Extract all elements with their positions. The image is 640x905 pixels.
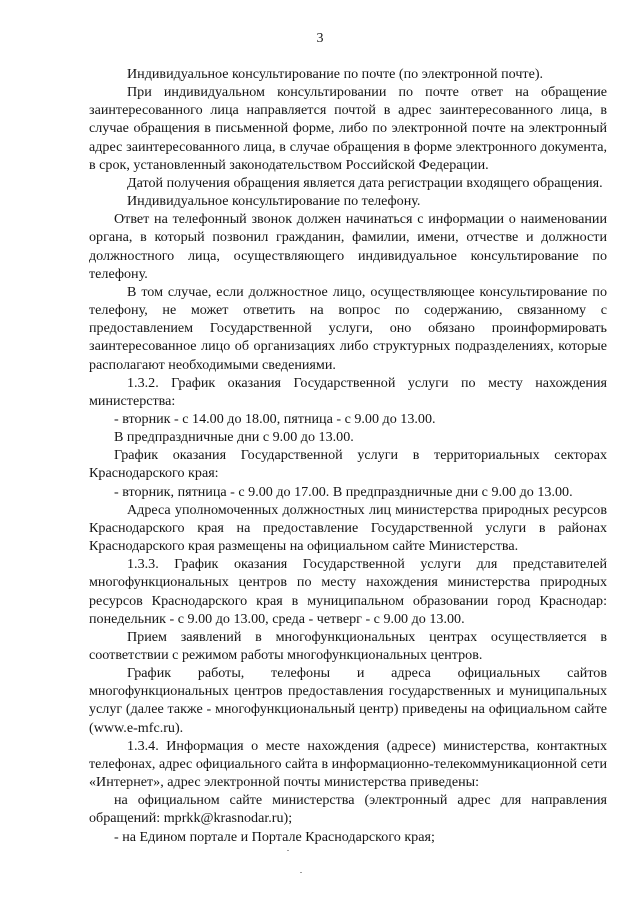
paragraph-mfc-applications: Прием заявлений в многофункциональных центрах осуществляется в соответствии с режимом работы многофункциональных центров. xyxy=(89,628,607,663)
paragraph-unified-portal: - на Едином портале и Портале Краснодарского края; xyxy=(114,828,435,845)
paragraph-schedule-territorial: График оказания Государственной услуги в территориальных секторах Краснодарского края: xyxy=(89,447,607,482)
scan-speck xyxy=(300,872,302,873)
paragraph-email-consulting-text: При индивидуальном консультировании по почте ответ на обращение заинтересованного лица направляется почтой в адрес заинтересованного лица, в случае обращения в письменной форме, либо по электронной почте на электронный адрес заинтересованного лица, в случае обращения в форме электронного документа, в срок, установленный законодательством Российской Федерации. xyxy=(89,84,607,173)
paragraph-phone-answer: Ответ на телефонный звонок должен начинаться с информации о наименовании органа, в который позвонил гражданин, фамилии, имени, отчестве и должности должностного лица, осуществляющего индивидуальное консультирование по телефону. xyxy=(89,211,607,282)
paragraph-official-site-email: на официальном сайте министерства (электронный адрес для направления обращений: mprkk@krasnodar.ru); xyxy=(89,792,607,827)
paragraph-email-consulting-heading: Индивидуальное консультирование по почте (по электронной почте). xyxy=(127,66,544,82)
scan-speck xyxy=(287,850,289,851)
paragraph-phone-consulting-heading: Индивидуальное консультирование по телефону. xyxy=(127,193,421,210)
paragraph-preholiday-hours: В предпраздничные дни с 9.00 до 13.00. xyxy=(114,429,354,446)
paragraph-schedule-ministry: 1.3.2. График оказания Государственной услуги по месту нахождения министерства: xyxy=(89,374,607,409)
paragraph-mfc-websites: График работы, телефоны и адреса официальных сайтов многофункциональных центров предоставления государственных и муниципальных услуг (далее также - многофункциональный центр) приведены на официальном сайте (www.e-mfc.ru). xyxy=(89,665,607,736)
paragraph-territorial-days: - вторник, пятница - с 9.00 до 17.00. В предпраздничные дни с 9.00 до 13.00. xyxy=(114,483,573,500)
page-number: 3 xyxy=(316,31,324,46)
paragraph-official-addresses: Адреса уполномоченных должностных лиц министерства природных ресурсов Краснодарского края на предоставление Государственной услуги в районах Краснодарского края размещены на официальном сайте Министерства. xyxy=(89,501,607,555)
paragraph-schedule-mfc: 1.3.3. График оказания Государственной услуги для представителей многофункциональных центров по месту нахождения министерства природных ресурсов Краснодарского края в муниципальном образовании город Краснодар: понедельник - с 9.00 до 13.00, среда - четверг - с 9.00 до 13.00. xyxy=(89,556,607,627)
document-body xyxy=(89,65,607,846)
paragraph-receipt-date: Датой получения обращения является дата регистрации входящего обращения. xyxy=(127,174,603,191)
paragraph-ministry-contacts: 1.3.4. Информация о месте нахождения (адресе) министерства, контактных телефонах, адрес официального сайта в информационно-телекоммуникационной сети «Интернет», адрес электронной почты министерства приведены: xyxy=(89,737,607,791)
paragraph-schedule-days: - вторник - с 14.00 до 18.00, пятница - с 9.00 до 13.00. xyxy=(114,410,436,427)
paragraph-phone-redirect: В том случае, если должностное лицо, осуществляющее консультирование по телефону, не может ответить на вопрос по содержанию, связанному с предоставлением Государственной услуги, оно обязано проинформировать заинтересованное лицо об организациях либо структурных подразделениях, которые располагают необходимыми сведениями. xyxy=(89,283,607,373)
